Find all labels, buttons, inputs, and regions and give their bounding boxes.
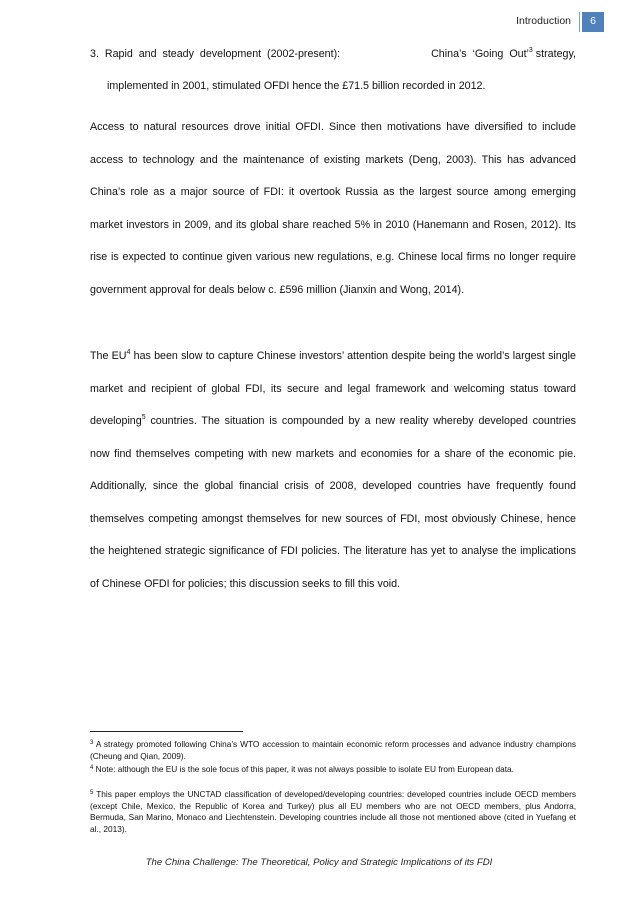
header-section-title: Introduction (516, 12, 580, 32)
footnote-4 (90, 764, 576, 776)
footnote-number: 4 (90, 765, 94, 771)
paragraph-2 (90, 340, 576, 600)
item3-tail: strategy, (532, 48, 576, 60)
paragraph-2-a: The EU (90, 350, 127, 362)
footnote-separator (90, 731, 243, 732)
running-footer: The China Challenge: The Theoretical, Policy and Strategic Implications of its FDI (145, 857, 493, 868)
footnote-number: 5 (90, 790, 94, 796)
running-header (516, 12, 604, 32)
paragraph-1-text: Access to natural resources drove initial OFDI. Since then motivations have diversified to include access to technology and the maintenance of existing markets (Deng, 2003). This has advanced China’s role as a major source of FDI: it overtook Russia as the largest source among emerging market investors in 2009, and its global share reached 5% in 2010 (Hanemann and Rosen, 2012). Its rise is expected to continue given various new regulations, e.g. Chinese local firms no longer require government approval for deals below c. £596 million (Jianxin and Wong, 2014). (90, 121, 576, 296)
footnote-text: This paper employs the UNCTAD classification of developed/developing countries: developed countries include OECD members (except Chile, Mexico, the Republic of Korea and Turkey) plus all EU members who are not OECD members, plus Andorra, Bermuda, San Marino, Monaco and Liechtenstein. Developing countries include all those not mentioned above (cited in Yuefang et al., 2013). (90, 789, 576, 834)
list-item-3 (90, 44, 576, 96)
footnote-ref-3[interactable]: 3 (528, 47, 533, 54)
item3-line2: implemented in 2001, stimulated OFDI hence the £71.5 billion recorded in 2012. (107, 80, 486, 92)
paragraph-2-b: has been slow to capture Chinese investors’ attention despite being the world’s largest single market and recipient of global FDI, its secure and legal framework and welcoming status toward developing (90, 350, 577, 427)
footnote-ref-4[interactable]: 4 (126, 349, 131, 356)
footnote-text: A strategy promoted following China’s WTO accession to maintain economic reform processes and advance industry champions (Cheung and Qian, 2009). (90, 739, 576, 761)
footnote-ref-5[interactable]: 5 (141, 414, 146, 421)
footnote-number: 3 (90, 740, 94, 746)
page-number: 6 (582, 12, 604, 32)
item3-lead: 3. Rapid and steady development (2002-present): (90, 48, 341, 60)
footnote-3 (90, 739, 576, 762)
paragraph-1 (90, 111, 576, 306)
footnote-5 (90, 789, 576, 835)
paragraph-2-c: countries. The situation is compounded by a new reality whereby developed countries now find themselves competing with new markets and economies for a share of the economic pie. Additionally, since the global financial crisis of 2008, developed countries have frequently found themselves competing amongst themselves for new sources of FDI, most obviously Chinese, hence the heightened strategic significance of FDI policies. The literature has yet to analyse the implications of Chinese OFDI for policies; this discussion seeks to fill this void. (90, 415, 576, 590)
paragraph-2-text (90, 340, 576, 600)
footnote-text: Note: although the EU is the sole focus of this paper, it was not always possible to isolate EU from European data. (93, 764, 514, 774)
item3-quote: China’s ‘Going Out’ (431, 48, 529, 60)
item3-quote-wrap (431, 44, 576, 64)
